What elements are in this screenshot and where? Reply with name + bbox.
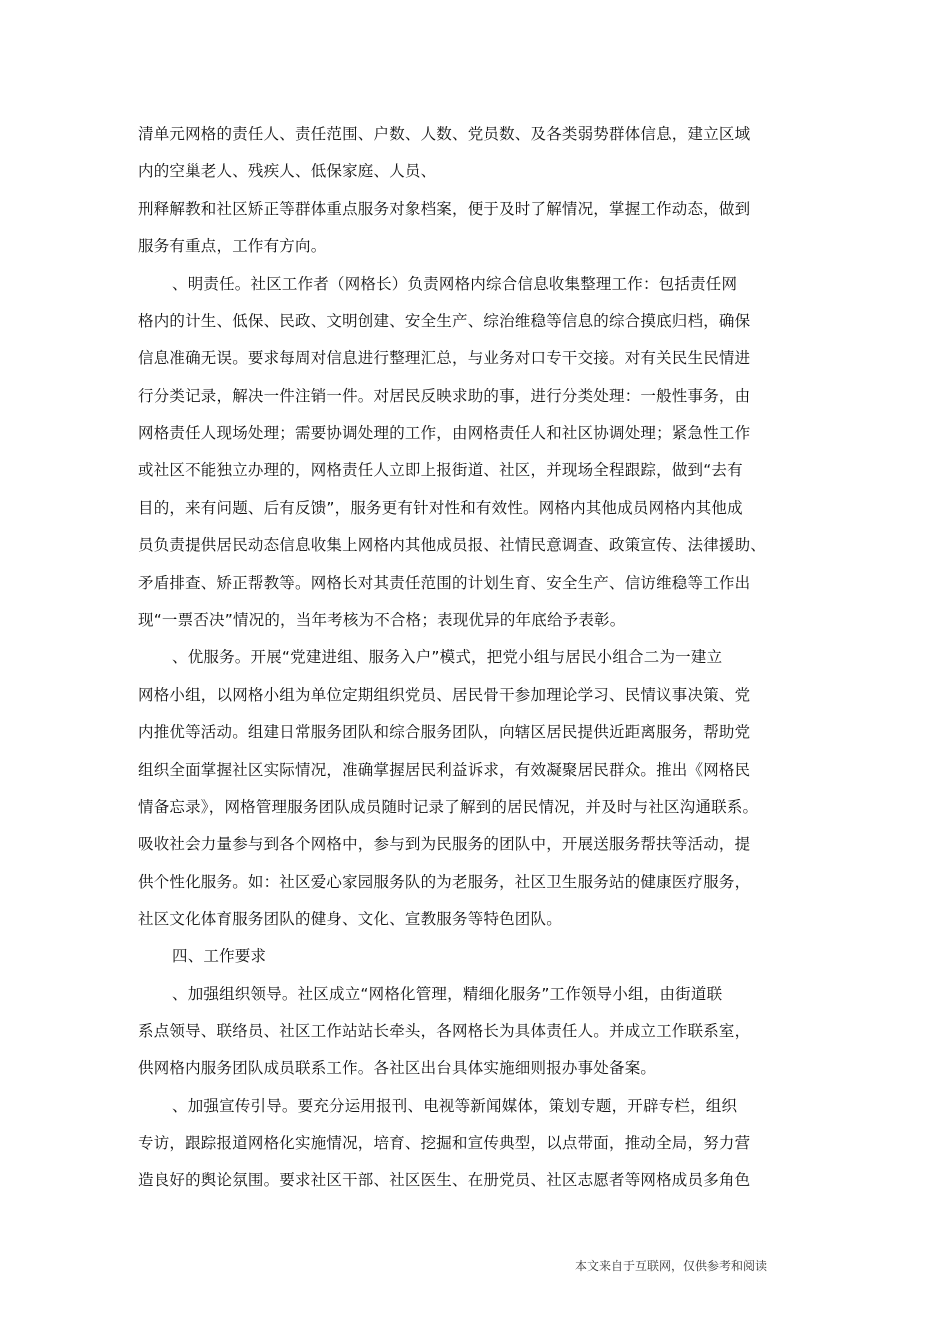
body-text-line: 行分类记录，解决一件注销一件。对居民反映求助的事，进行分类处理：一般性事务，由 [138, 387, 751, 405]
section-heading: 四、工作要求 [172, 947, 267, 965]
body-text-line: 矛盾排查、矫正帮教等。网格长对其责任范围的计划生育、安全生产、信访维稳等工作出 [138, 574, 751, 592]
body-text-line: 组织全面掌握社区实际情况，准确掌握居民利益诉求，有效凝聚居民群众。推出《网格民 [138, 761, 751, 779]
footer-note: 本文来自于互联网，仅供参考和阅读 [575, 1259, 768, 1273]
body-text-line: 内推优等活动。组建日常服务团队和综合服务团队，向辖区居民提供近距离服务，帮助党 [138, 723, 751, 741]
body-text-line: 吸收社会力量参与到各个网格中，参与到为民服务的团队中，开展送服务帮扶等活动，提 [138, 835, 751, 853]
body-text-line: 信息准确无误。要求每周对信息进行整理汇总，与业务对口专干交接。对有关民生民情进 [138, 349, 751, 367]
paragraph-first-line: 、优服务。开展“党建进组、服务入户”模式，把党小组与居民小组合二为一建立 [172, 648, 723, 666]
body-text-line: 系点领导、联络员、社区工作站站长牵头，各网格长为具体责任人。并成立工作联系室， [138, 1022, 751, 1040]
body-text-line: 内的空巢老人、残疾人、低保家庭、人员、 [138, 162, 437, 180]
body-text-line: 格内的计生、低保、民政、文明创建、安全生产、综治维稳等信息的综合摸底归档，确保 [138, 312, 751, 330]
body-text-line: 网格小组，以网格小组为单位定期组织党员、居民骨干参加理论学习、民情议事决策、党 [138, 686, 751, 704]
body-text-line: 供个性化服务。如：社区爱心家园服务队的为老服务，社区卫生服务站的健康医疗服务， [138, 873, 751, 891]
body-text-line: 社区文化体育服务团队的健身、文化、宣教服务等特色团队。 [138, 910, 562, 928]
body-text-line: 现“一票否决”情况的，当年考核为不合格；表现优异的年底给予表彰。 [138, 611, 626, 629]
paragraph-first-line: 、明责任。社区工作者（网格长）负责网格内综合信息收集整理工作：包括责任网 [172, 275, 738, 293]
body-text-line: 情备忘录》，网格管理服务团队成员随时记录了解到的居民情况，并及时与社区沟通联系。 [138, 798, 759, 816]
body-text-line: 员负责提供居民动态信息收集上网格内其他成员报、社情民意调查、政策宣传、法律援助、 [138, 536, 767, 554]
body-text-line: 服务有重点，工作有方向。 [138, 237, 327, 255]
body-text-line: 专访，跟踪报道网格化实施情况，培育、挖掘和宣传典型，以点带面，推动全局，努力营 [138, 1134, 751, 1152]
body-text-line: 清单元网格的责任人、责任范围、户数、人数、党员数、及各类弱势群体信息，建立区域 [138, 125, 751, 143]
paragraph-first-line: 、加强宣传引导。要充分运用报刊、电视等新闻媒体，策划专题，开辟专栏，组织 [172, 1097, 738, 1115]
body-text-line: 刑释解教和社区矫正等群体重点服务对象档案，便于及时了解情况，掌握工作动态，做到 [138, 200, 751, 218]
paragraph-first-line: 、加强组织领导。社区成立“网格化管理，精细化服务”工作领导小组，由街道联 [172, 985, 723, 1003]
body-text-line: 供网格内服务团队成员联系工作。各社区出台具体实施细则报办事处备案。 [138, 1059, 657, 1077]
body-text-line: 目的，来有问题、后有反馈”，服务更有针对性和有效性。网格内其他成员网格内其他成 [138, 499, 743, 517]
body-text-line: 或社区不能独立办理的，网格责任人立即上报街道、社区，并现场全程跟踪，做到“去有 [138, 461, 743, 479]
body-text-line: 造良好的舆论氛围。要求社区干部、社区医生、在册党员、社区志愿者等网格成员多角色 [138, 1171, 751, 1189]
body-text-line: 网格责任人现场处理；需要协调处理的工作，由网格责任人和社区协调处理；紧急性工作 [138, 424, 751, 442]
